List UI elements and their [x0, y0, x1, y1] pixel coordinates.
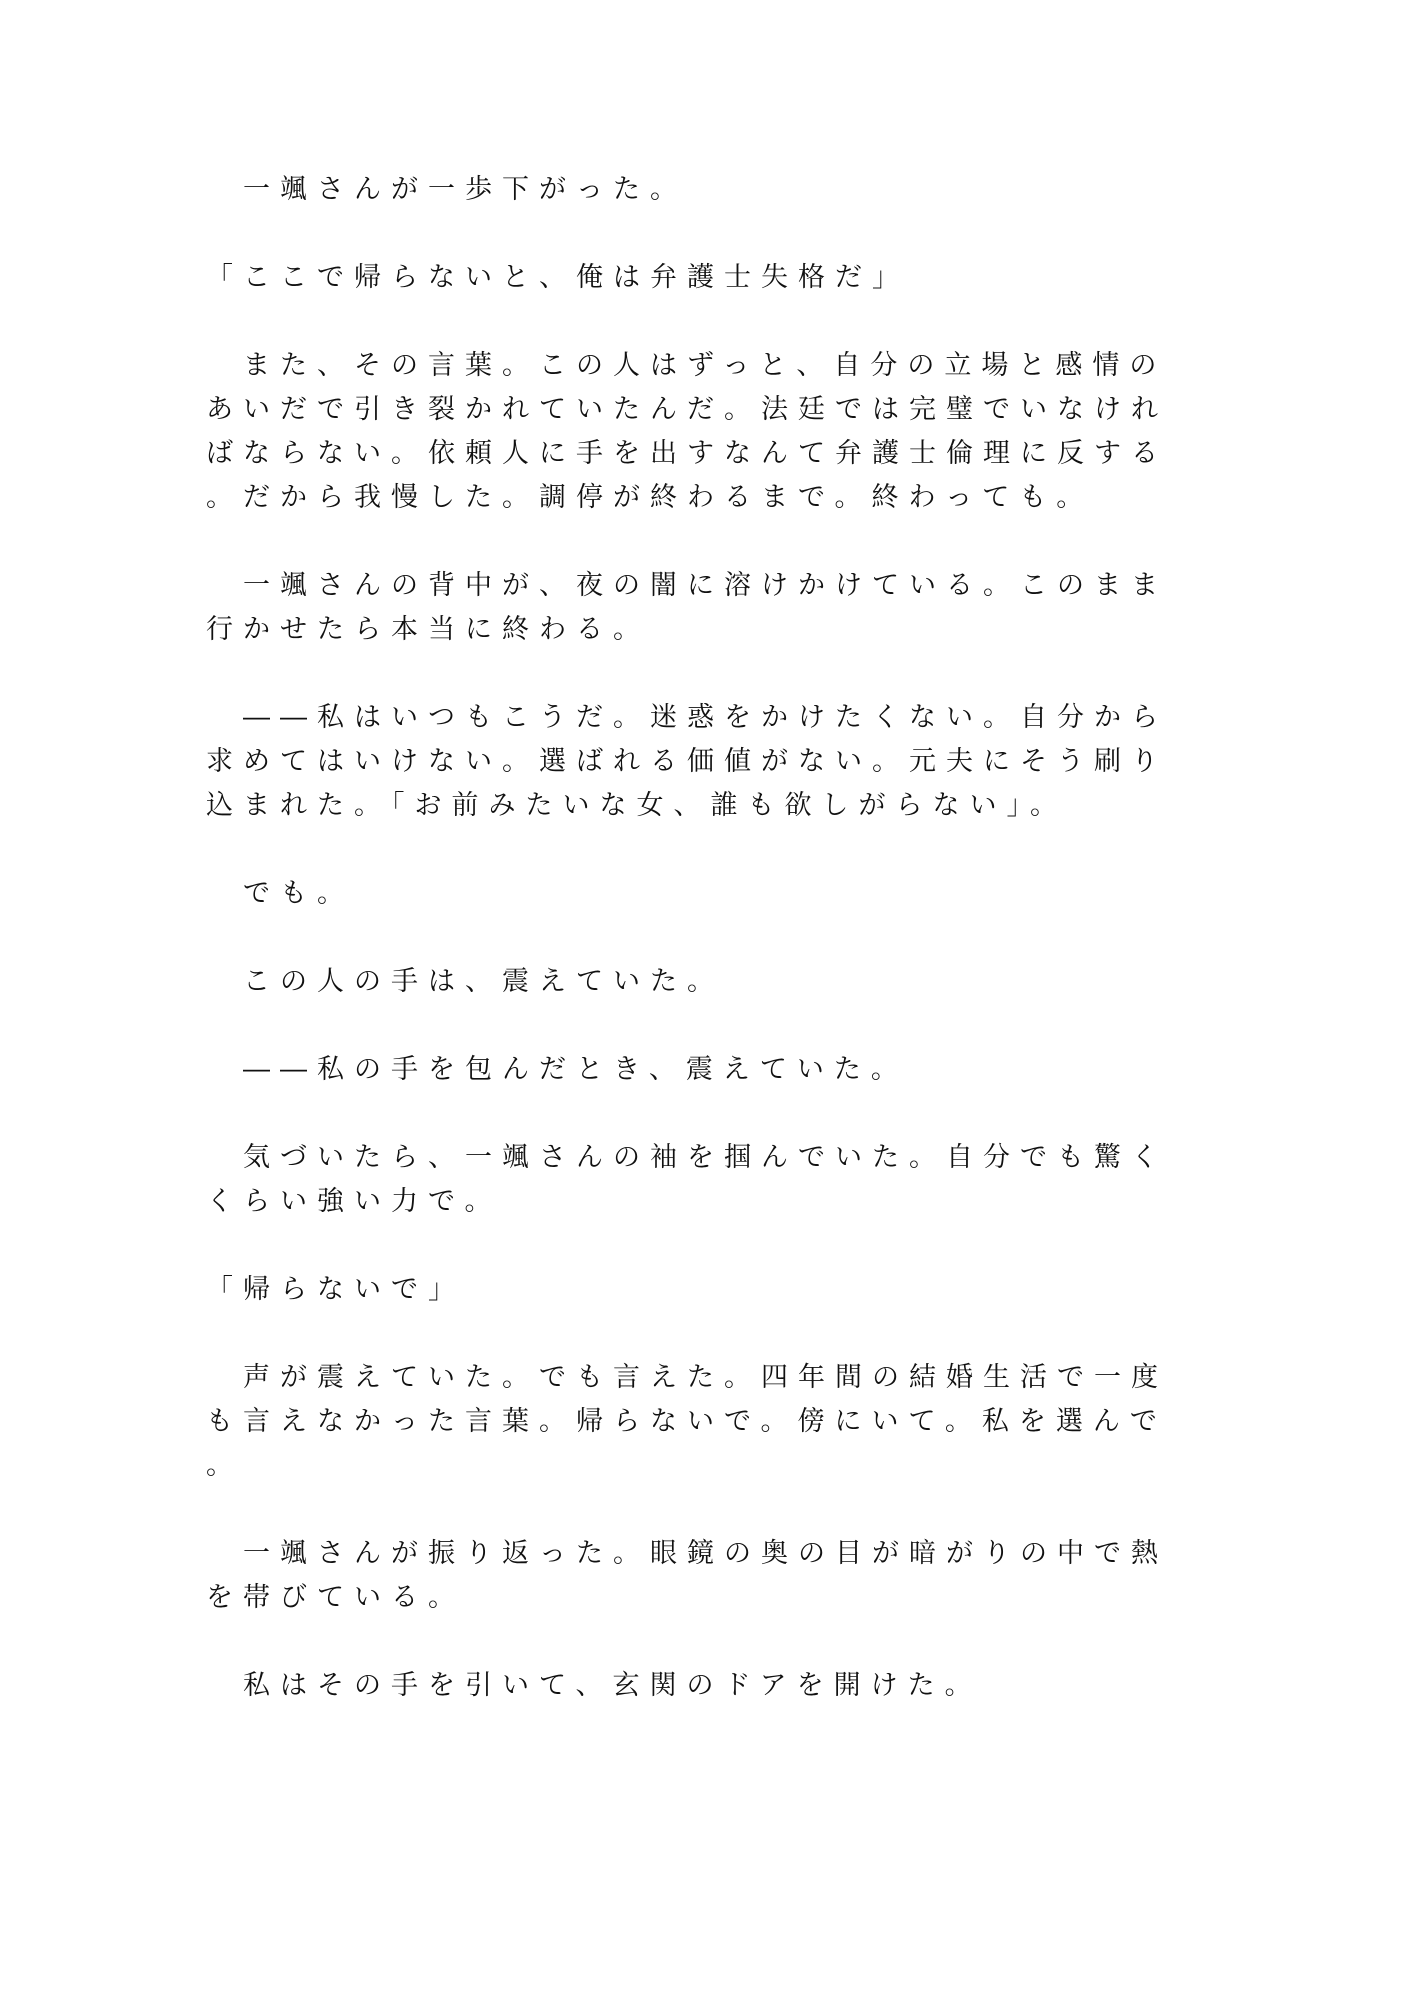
paragraph: ――私はいつもこうだ。迷惑をかけたくない。自分から求めてはいけない。選ばれる価値がない。元夫にそう刷り込まれた。「お前みたいな女、誰も欲しがらない」。	[206, 702, 1168, 821]
paragraph: この人の手は、震えていた。	[206, 966, 724, 997]
story-body	[206, 168, 1186, 1708]
dialogue-paragraph: 「帰らないで」	[206, 1274, 465, 1305]
paragraph: 私はその手を引いて、玄関のドアを開けた。	[206, 1670, 982, 1701]
dialogue-paragraph: 「ここで帰らないと、俺は弁護士失格だ」	[206, 262, 909, 293]
paragraph: ――私の手を包んだとき、震えていた。	[206, 1054, 908, 1085]
paragraph: 一颯さんが振り返った。眼鏡の奥の目が暗がりの中で熱を帯びている。	[206, 1538, 1168, 1613]
paragraph: でも。	[206, 878, 354, 909]
paragraph: また、その言葉。この人はずっと、自分の立場と感情のあいだで引き裂かれていたんだ。法廷では完璧でいなければならない。依頼人に手を出すなんて弁護士倫理に反する。だから我慢した。調停が終わるまで。終わっても。	[206, 350, 1168, 513]
paragraph: 気づいたら、一颯さんの袖を掴んでいた。自分でも驚くくらい強い力で。	[206, 1142, 1168, 1217]
paragraph: 声が震えていた。でも言えた。四年間の結婚生活で一度も言えなかった言葉。帰らないで。傍にいて。私を選んで。	[206, 1362, 1168, 1481]
paragraph: 一颯さんが一歩下がった。	[206, 174, 687, 205]
paragraph: 一颯さんの背中が、夜の闇に溶けかけている。このまま行かせたら本当に終わる。	[206, 570, 1168, 645]
